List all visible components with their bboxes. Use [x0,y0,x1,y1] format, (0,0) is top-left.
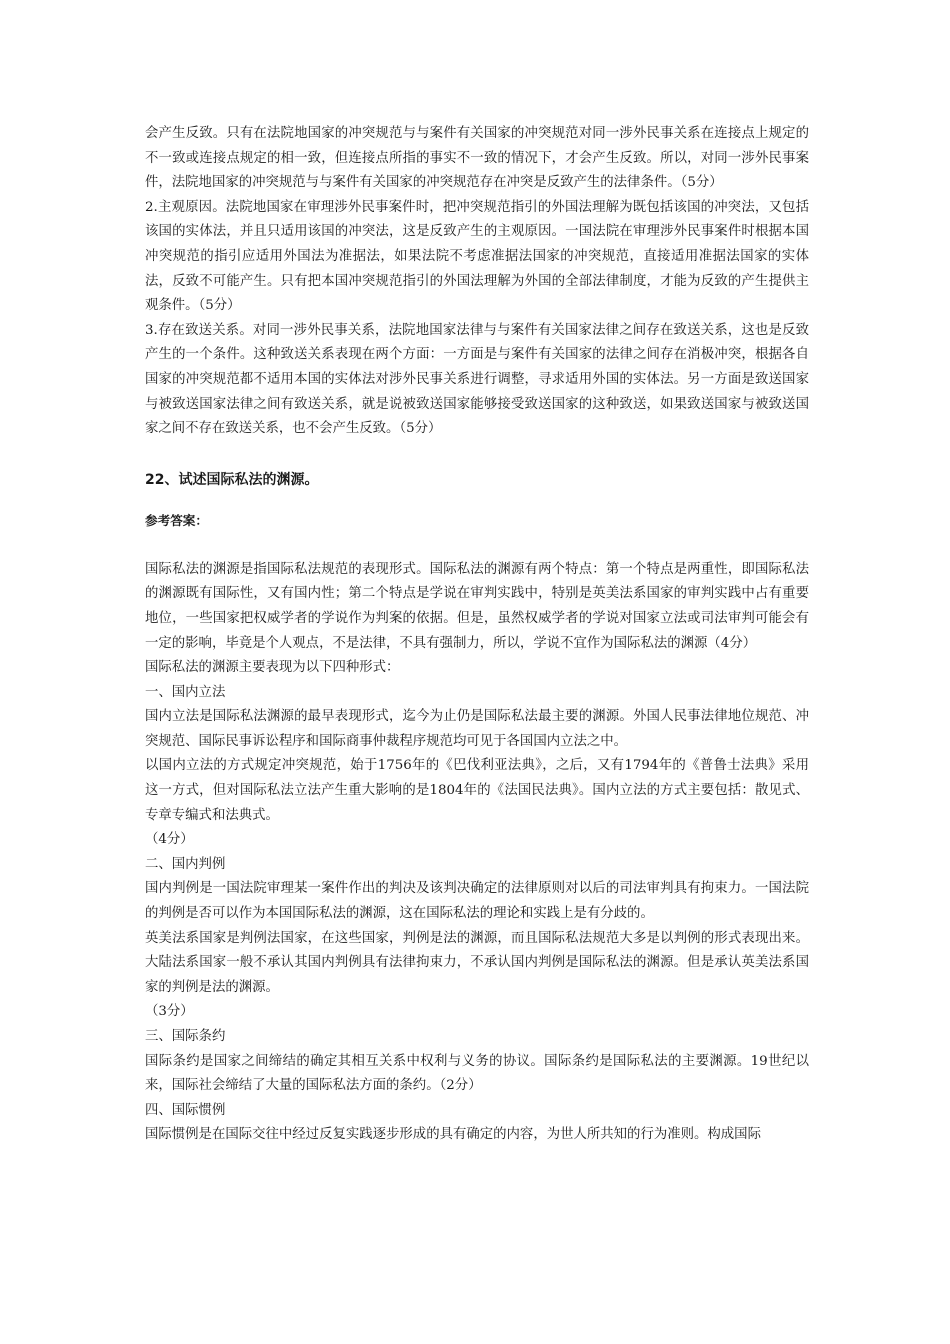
previous-answer-continuation [145,122,809,442]
paragraph-subjective-cause: 2.主观原因。法院地国家在审理涉外民事案件时，把冲突规范指引的外国法理解为既包括该国的冲突法，又包括该国的实体法，并且只适用该国的冲突法，这是反致产生的主观原因。一国法院在审理涉外民事案件时根据本国冲突规范的指引应适用外国法为准据法，如果法院不考虑准据法国家的冲突规范，直接适用准据法国家的实体法，反致不可能产生。只有把本国冲突规范指引的外国法理解为外国的全部法律制度，才能为反致的产生提供主观条件。（5分） [145,199,809,314]
paragraph-four-forms-intro: 国际私法的渊源主要表现为以下四种形式： [145,660,400,676]
paragraph-international-customs: 国际惯例是在国际交往中经过反复实践逐步形成的具有确定的内容，为世人所共知的行为准则。构成国际 [145,1127,761,1143]
answer-body [145,558,809,1148]
section-heading-domestic-legislation: 一、国内立法 [145,684,226,700]
paragraph-common-law-systems: 英美法系国家是判例法国家，在这些国家，判例是法的渊源，而且国际私法规范大多是以判例的形式表现出来。大陆法系国家一般不承认其国内判例具有法律拘束力，不承认国内判例是国际私法的渊源。但是承认英美法系国家的判例是法的渊源。 [145,930,809,995]
question-heading: 22、试述国际私法的渊源。 [145,471,319,488]
paragraph-referral-relation: 3.存在致送关系。对同一涉外民事关系，法院地国家法律与与案件有关国家法律之间存在致送关系，这也是反致产生的一个条件。这种致送关系表现在两个方面：一方面是与案件有关国家的法律之间存在消极冲突，根据各自国家的冲突规范都不适用本国的实体法对涉外民事关系进行调整，寻求适用外国的实体法。另一方面是致送国家与被致送国家法律之间有致送关系，就是说被致送国家能够接受致送国家的这种致送，如果致送国家与被致送国家之间不存在致送关系，也不会产生反致。（5分） [145,322,809,437]
paragraph-sources-definition: 国际私法的渊源是指国际私法规范的表现形式。国际私法的渊源有两个特点：第一个特点是两重性，即国际私法的渊源既有国际性，又有国内性；第二个特点是学说在审判实践中，特别是英美法系国家的审判实践中占有重要地位，一些国家把权威学者的学说作为判案的依据。但是，虽然权威学者的学说对国家立法或司法审判可能会有一定的影响，毕竟是个人观点，不是法律，不具有强制力，所以，学说不宜作为国际私法的渊源（4分） [145,561,809,651]
section-heading-international-customs: 四、国际惯例 [145,1102,226,1118]
score-note: （4分） [145,832,194,848]
paragraph-domestic-case-law: 国内判例是一国法院审理某一案件作出的判决及该判决确定的法律原则对以后的司法审判具有拘束力。一国法院的判例是否可以作为本国国际私法的渊源，这在国际私法的理论和实践上是有分歧的。 [145,881,809,922]
paragraph-legislation-history: 以国内立法的方式规定冲突规范，始于1756年的《巴伐利亚法典》，之后，又有1794年的《普鲁士法典》采用这一方式，但对国际私法立法产生重大影响的是1804年的《法国民法典》。国内立法的方式主要包括：散见式、专章专编式和法典式。 [145,758,809,823]
paragraph-legal-condition: 会产生反致。只有在法院地国家的冲突规范与与案件有关国家的冲突规范对同一涉外民事关系在连接点上规定的不一致或连接点规定的相一致，但连接点所指的事实不一致的情况下，才会产生反致。所以，对同一涉外民事案件，法院地国家的冲突规范与与案件有关国家的冲突规范存在冲突是反致产生的法律条件。（5分） [145,126,809,191]
document-content [145,122,809,1148]
paragraph-domestic-legislation: 国内立法是国际私法渊源的最早表现形式，迄今为止仍是国际私法最主要的渊源。外国人民事法律地位规范、冲突规范、国际民事诉讼程序和国际商事仲裁程序规范均可见于各国国内立法之中。 [145,709,809,749]
section-heading-international-treaties: 三、国际条约 [145,1029,226,1044]
section-heading-domestic-case-law: 二、国内判例 [145,856,226,872]
paragraph-international-treaties: 国际条约是国家之间缔结的确定其相互关系中权利与义务的协议。国际条约是国际私法的主要渊源。19世纪以来，国际社会缔结了大量的国际私法方面的条约。（2分） [145,1053,809,1094]
reference-answer-label: 参考答案： [145,512,208,528]
score-note: （3分） [145,1004,194,1020]
